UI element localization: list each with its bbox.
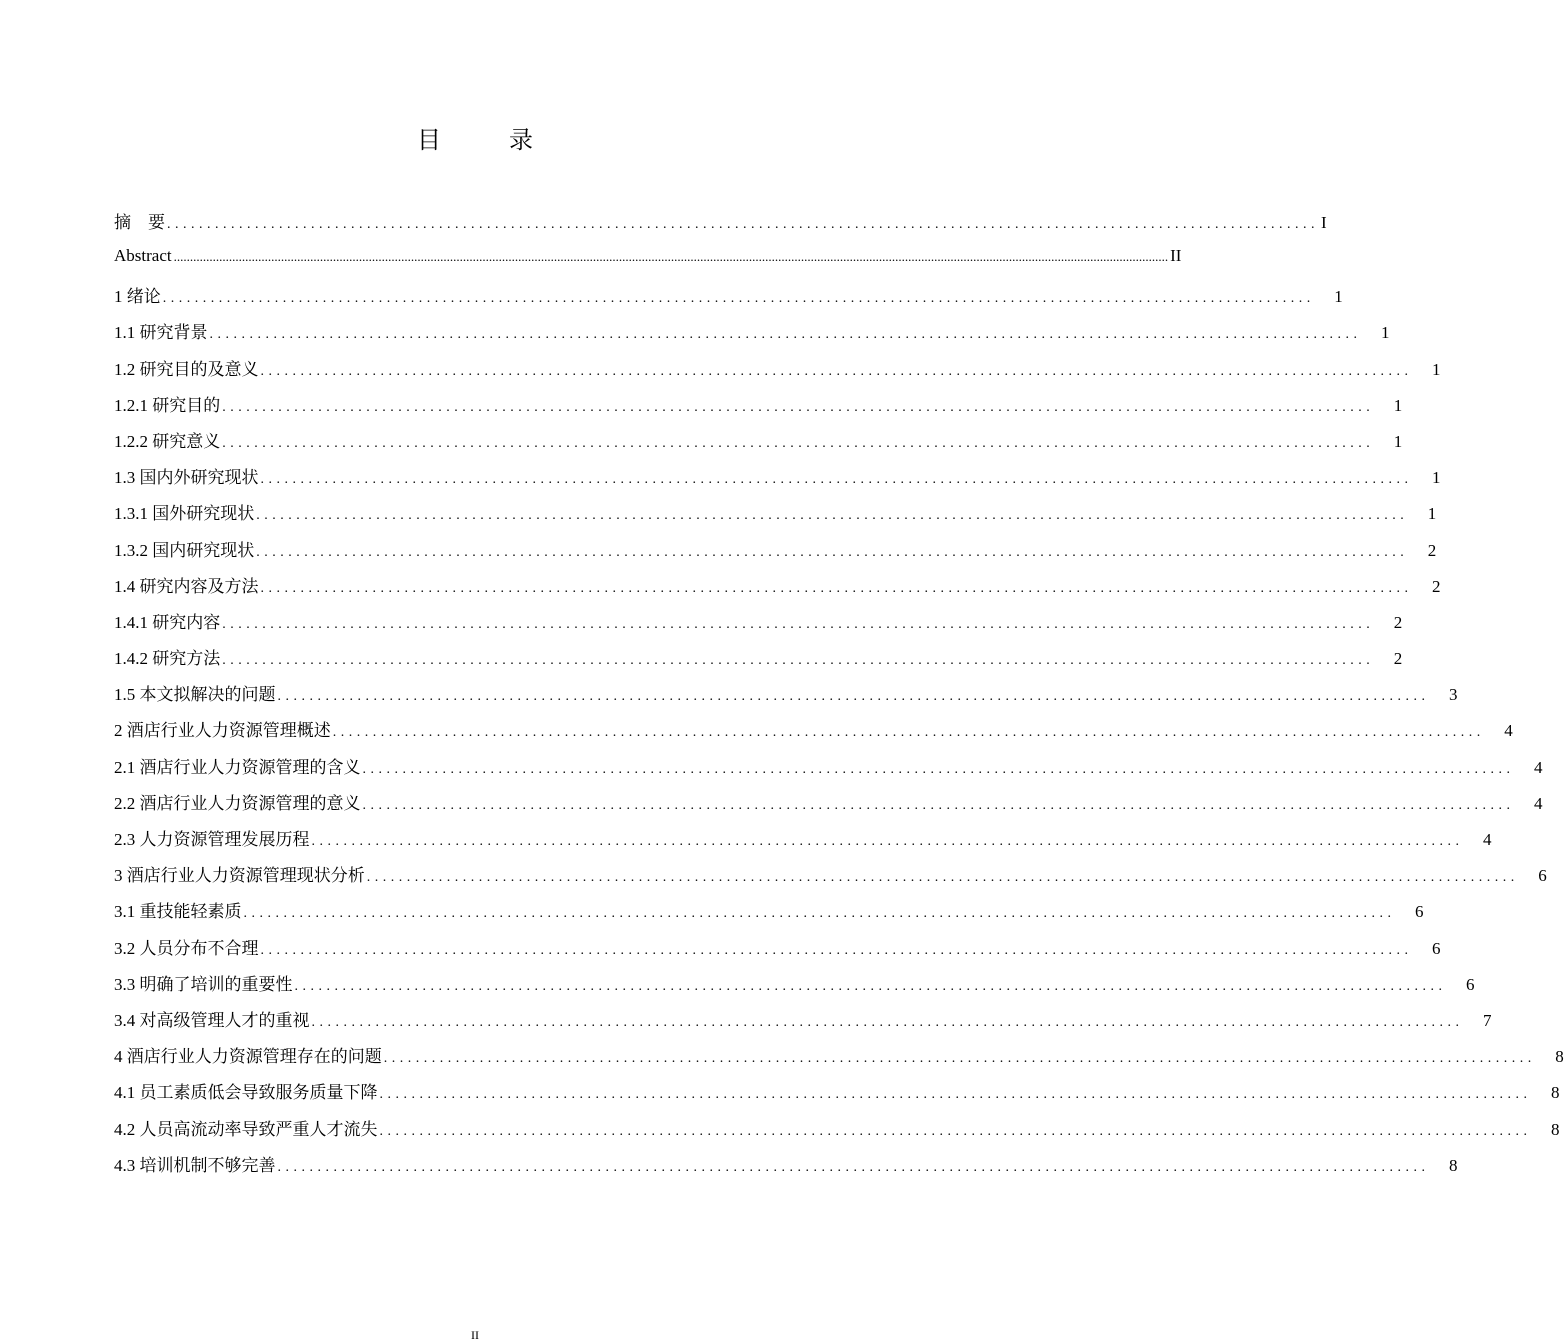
toc-entry[interactable] [114,934,1441,970]
toc-entry-page: 1 [1381,323,1390,343]
table-of-contents [114,208,1564,1187]
dot-leader: ................................................................................................................................................ [379,1123,1532,1139]
toc-entry[interactable] [114,1042,1564,1078]
toc-entry-page: 2 [1393,612,1403,632]
dot-leader: ................................................................................................................................................ [260,363,1413,379]
toc-entry[interactable] [114,1078,1560,1114]
toc-entry-label: 4.3 培训机制不够完善 [114,1155,276,1175]
dot-leader: ................................................................................................................................................ [167,217,1319,232]
toc-entry-page: 3 [1449,685,1458,705]
toc-entry-page: II [1170,246,1182,265]
toc-entry[interactable] [114,1115,1560,1151]
toc-entry[interactable] [114,355,1441,391]
toc-entry-label: 2.3 人力资源管理发展历程 [114,830,310,849]
toc-entry-label: 1.3.1 国外研究现状 [114,504,255,524]
toc-entry-page: 4 [1504,721,1513,741]
toc-entry-page: 1 [1427,504,1437,524]
dot-leader: ................................................................................................................................................ [243,906,1396,922]
dot-leader: ................................................................................................................................................ [294,978,1447,994]
toc-title: 目 录 [417,126,555,154]
toc-entry-page: 4 [1534,793,1543,813]
toc-entry-label: 2.2 酒店行业人力资源管理的意义 [114,793,361,813]
dot-leader: .................................................................................................................................................................................................................................................................................................................. [173,249,1169,264]
toc-entry[interactable] [114,1151,1458,1187]
dot-leader: ................................................................................................................................................ [260,580,1413,596]
toc-entry-label: 1.4.2 研究方法 [114,649,221,669]
toc-entry-label: 4.2 人员高流动率导致严重人才流失 [114,1119,378,1139]
toc-entry[interactable] [114,644,1403,680]
toc-entry-label: 1.3 国内外研究现状 [114,468,259,488]
toc-entry[interactable] [114,282,1343,318]
toc-entry[interactable] [114,536,1437,572]
toc-entry-label: 1 绪论 [114,287,161,307]
toc-entry-page: 8 [1555,1047,1564,1067]
dot-leader: ................................................................................................................................................ [256,508,1409,524]
dot-leader: ................................................................................................................................................ [222,616,1375,632]
toc-entry-page: 8 [1551,1119,1560,1139]
toc-entry-page: 6 [1466,974,1475,994]
toc-entry[interactable] [114,463,1441,499]
dot-leader: ................................................................................................................................................ [379,1087,1532,1103]
toc-entry-label: Abstract [114,246,172,265]
dot-leader: ................................................................................................................................................ [362,761,1515,777]
toc-entry[interactable] [114,572,1441,608]
dot-leader: ................................................................................................................................................ [311,834,1464,849]
toc-entry-page: 7 [1483,1010,1492,1030]
toc-entry-page: 2 [1393,649,1403,669]
toc-entry-page: 8 [1551,1083,1560,1103]
toc-entry-label: 1.4.1 研究内容 [114,612,221,632]
toc-entry-page: 1 [1393,431,1403,451]
toc-entry[interactable] [114,789,1543,825]
toc-entry[interactable] [114,318,1390,354]
toc-entry-label: 1.2.1 研究目的 [114,395,221,415]
toc-entry-page: 1 [1334,287,1343,307]
dot-leader: ................................................................................................................................................ [256,544,1409,560]
dot-leader: ................................................................................................................................................ [277,1159,1430,1175]
toc-entry-page: 6 [1415,902,1424,922]
toc-entry-label: 3.3 明确了培训的重要性 [114,974,293,994]
toc-entry[interactable] [114,861,1547,897]
dot-leader: ................................................................................................................................................ [222,399,1375,415]
toc-entry-label: 1.4 研究内容及方法 [114,576,259,596]
toc-entry-label: 4 酒店行业人力资源管理存在的问题 [114,1047,382,1067]
page-number: II [471,1328,479,1342]
toc-entry-page: 1 [1432,359,1441,379]
toc-entry-label: 4.1 员工素质低会导致服务质量下降 [114,1083,378,1103]
dot-leader: ................................................................................................................................................ [260,942,1413,958]
toc-entry[interactable] [114,680,1458,716]
toc-entry[interactable] [114,970,1475,1006]
dot-leader: ................................................................................................................................................ [366,870,1519,886]
toc-entry[interactable] [114,608,1403,644]
toc-entry-label: 3.2 人员分布不合理 [114,938,259,958]
dot-leader: ................................................................................................................................................ [383,1051,1536,1067]
dot-leader: ................................................................................................................................................ [162,291,1315,307]
toc-entry[interactable] [114,208,1327,246]
toc-entry-page: 4 [1483,830,1492,849]
toc-entry[interactable] [114,427,1403,463]
dot-leader: ................................................................................................................................................ [332,725,1485,741]
toc-entry-label: 摘 要 [114,213,165,232]
toc-entry-page: 2 [1427,540,1437,560]
toc-entry-page: 8 [1449,1155,1458,1175]
dot-leader: ................................................................................................................................................ [277,689,1430,705]
toc-entry-label: 1.2 研究目的及意义 [114,359,259,379]
toc-entry[interactable] [114,1006,1492,1042]
dot-leader: ................................................................................................................................................ [260,472,1413,488]
toc-entry[interactable] [114,499,1437,535]
dot-leader: ................................................................................................................................................ [311,1014,1464,1030]
dot-leader: ................................................................................................................................................ [222,653,1375,669]
dot-leader: ................................................................................................................................................ [222,435,1375,451]
toc-entry[interactable] [114,825,1492,861]
toc-entry-page: 6 [1432,938,1441,958]
toc-entry-label: 2.1 酒店行业人力资源管理的含义 [114,757,361,777]
toc-entry-page: I [1321,213,1327,232]
toc-entry[interactable] [114,391,1403,427]
toc-entry[interactable] [114,753,1543,789]
toc-entry-label: 1.2.2 研究意义 [114,431,221,451]
toc-entry-page: 4 [1534,757,1543,777]
toc-entry-label: 3.4 对高级管理人才的重视 [114,1010,310,1030]
toc-entry-label: 3 酒店行业人力资源管理现状分析 [114,866,365,886]
toc-entry-label: 3.1 重技能轻素质 [114,902,242,922]
dot-leader: ................................................................................................................................................ [209,327,1362,343]
toc-entry-page: 6 [1538,866,1547,886]
toc-entry-page: 1 [1393,395,1403,415]
toc-entry-label: 1.1 研究背景 [114,323,208,343]
toc-entry-page: 1 [1432,468,1441,488]
toc-entry[interactable] [114,246,1182,282]
toc-entry-label: 2 酒店行业人力资源管理概述 [114,721,331,741]
toc-entry[interactable] [114,897,1424,933]
dot-leader: ................................................................................................................................................ [362,797,1515,813]
toc-entry-page: 2 [1432,576,1441,596]
toc-entry[interactable] [114,716,1513,752]
toc-entry-label: 1.5 本文拟解决的问题 [114,685,276,705]
toc-entry-label: 1.3.2 国内研究现状 [114,540,255,560]
